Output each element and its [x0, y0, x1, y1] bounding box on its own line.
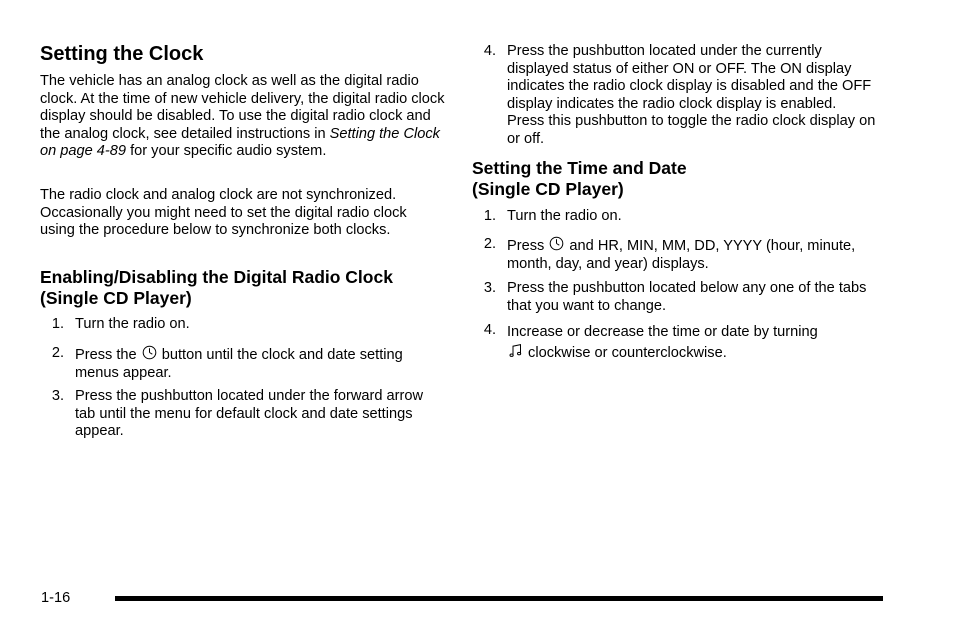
step-text-a: Increase or decrease the time or date by turning [507, 324, 818, 340]
section-heading-time-date [472, 158, 872, 200]
step-number: 1. [51, 316, 64, 332]
step-number: 2. [51, 345, 64, 361]
footer-rule [115, 596, 883, 601]
step-text: Turn the radio on. [507, 208, 622, 224]
step-text [75, 345, 445, 382]
list-item [40, 345, 445, 381]
intro-paragraph [40, 73, 445, 161]
step-text: Turn the radio on. [75, 316, 190, 332]
music-note-icon [508, 343, 523, 358]
list-item [472, 208, 877, 226]
intro-text-a: The vehicle has an analog clock as well as the digital radio clock. At the time of new vehicle delivery, the digital radio clock display should be disabled. To use the digital radio clock and the analog clock, see detailed instructions in [40, 73, 445, 142]
intro-text-b: for your specific audio system. [126, 143, 327, 159]
step-text-a: Press [507, 238, 549, 254]
list-item [472, 43, 877, 149]
heading-line-1: Setting the Time and Date [472, 158, 687, 178]
list-item [472, 236, 877, 272]
step-text-b: button until the clock and date setting menus appear. [75, 347, 403, 381]
cross-reference-link[interactable]: Setting the Clock on page 4-89 [40, 125, 440, 159]
step-number: 1. [483, 208, 496, 224]
heading-line-2: (Single CD Player) [40, 288, 192, 308]
list-item [40, 316, 445, 334]
list-item [472, 280, 877, 316]
heading-line-1: Enabling/Disabling the Digital Radio Clock [40, 267, 393, 287]
list-item [40, 388, 445, 442]
sync-paragraph: The radio clock and analog clock are not synchronized. Occasionally you might need to set the digital radio clock using the procedure below to synchronize both clocks. [40, 187, 407, 238]
step-text: Press the pushbutton located under the currently displayed status of either ON or OFF. The ON display indicates the radio clock display is disabled and the OFF display indicates the radio clock display is enabled. Press this pushbutton to toggle the radio clock display on or off. [507, 43, 876, 147]
section-heading-enable-disable [40, 267, 450, 309]
heading-line-2: (Single CD Player) [472, 179, 624, 199]
step-number: 3. [51, 388, 64, 404]
step-text: Press the pushbutton located below any one of the tabs that you want to change. [507, 280, 867, 314]
step-text: Press the pushbutton located under the forward arrow tab until the menu for default clock and date settings appear. [75, 388, 424, 439]
step-number: 4. [483, 43, 496, 59]
step-text [507, 236, 877, 273]
step-number: 2. [483, 236, 496, 252]
step-text-b: clockwise or counterclockwise. [524, 345, 727, 361]
page-title: Setting the Clock [40, 43, 204, 65]
clock-icon [549, 236, 564, 251]
step-number: 3. [483, 280, 496, 296]
step-number: 4. [483, 322, 496, 338]
step-text [507, 322, 832, 364]
step-text-b: and HR, MIN, MM, DD, YYYY (hour, minute, month, day, and year) displays. [507, 238, 856, 272]
page-number: 1-16 [41, 590, 71, 606]
clock-icon [142, 345, 157, 360]
list-item [472, 322, 877, 362]
step-text-a: Press the [75, 347, 141, 363]
